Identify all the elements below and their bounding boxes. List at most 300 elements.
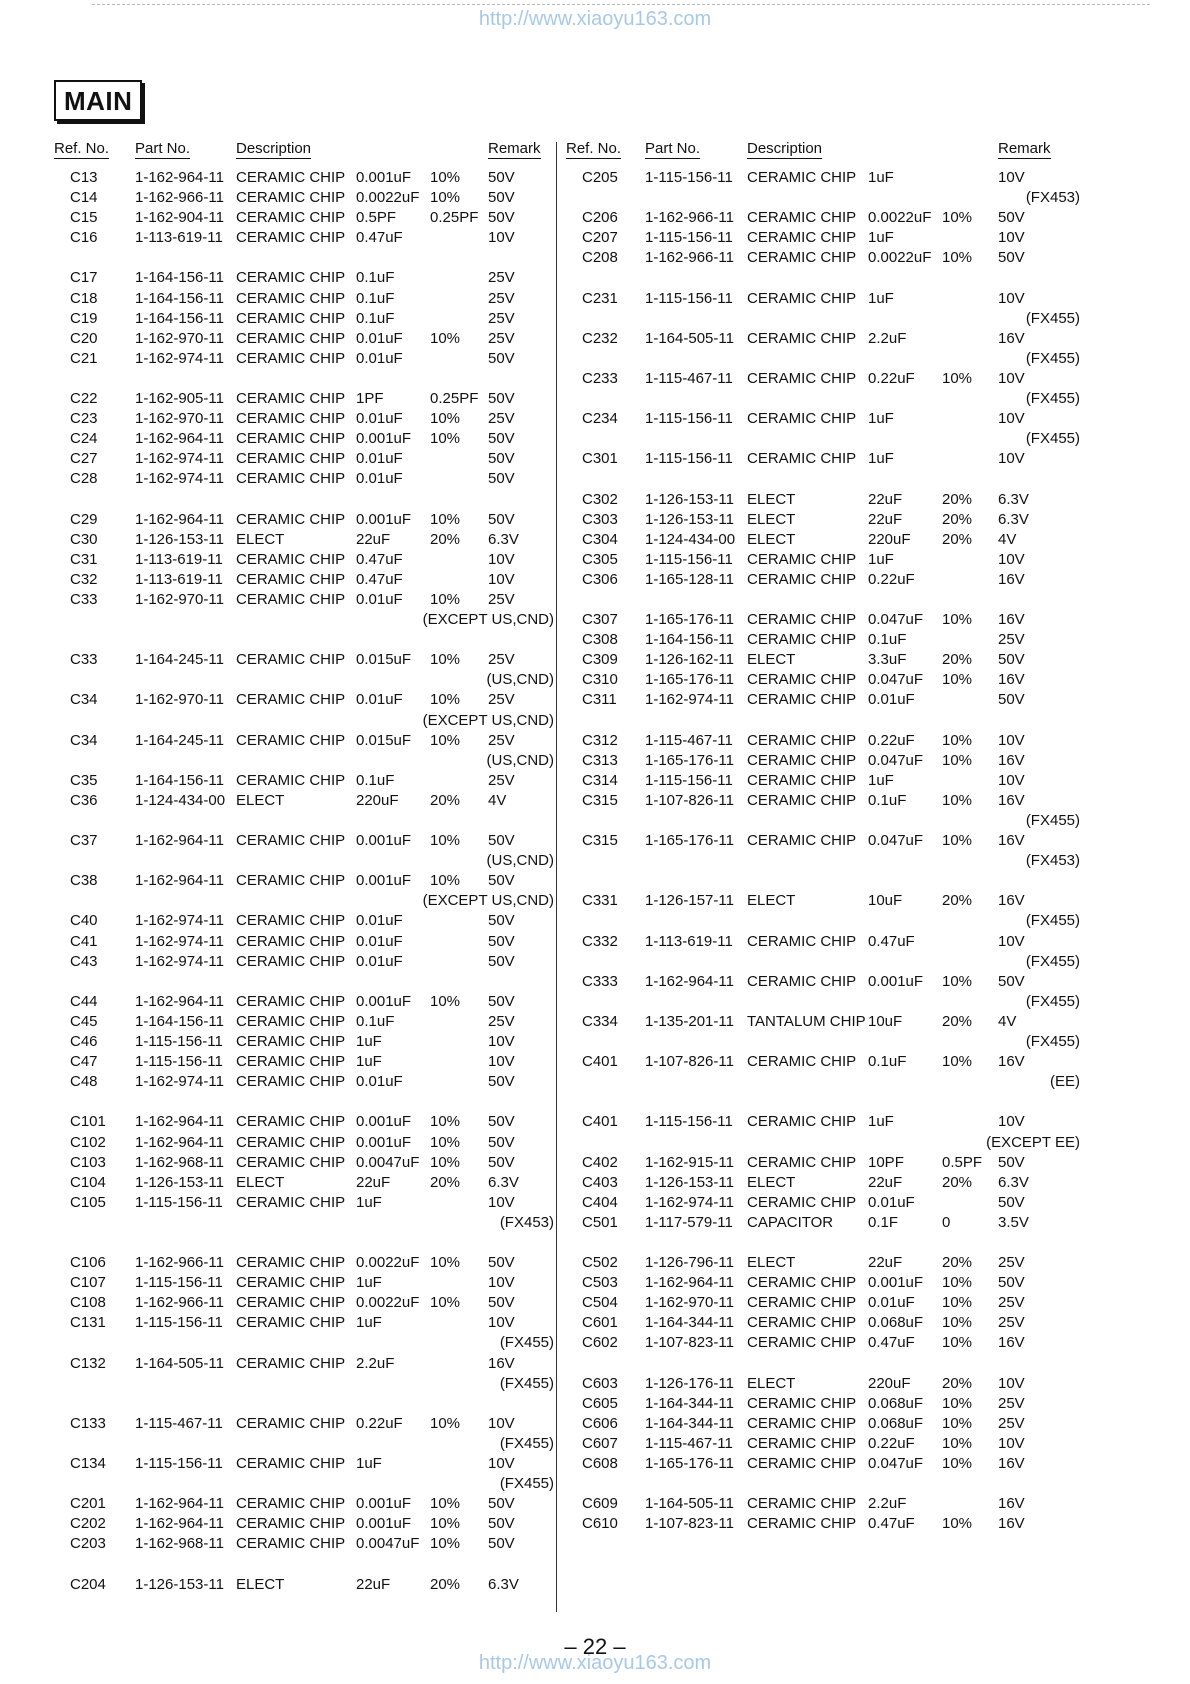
- table-row: [566, 771, 1086, 791]
- top-dashed-rule: [92, 4, 1150, 5]
- remark-note: (US,CND): [486, 671, 554, 689]
- part-no-cell: 1-115-156-11: [645, 289, 733, 307]
- description-cell: CERAMIC CHIP: [747, 832, 857, 850]
- part-no-cell: 1-164-156-11: [135, 309, 224, 327]
- part-no-cell: 1-162-966-11: [645, 209, 734, 227]
- tolerance-cell: 10%: [942, 1334, 973, 1352]
- description-cell: CERAMIC CHIP: [747, 1314, 857, 1332]
- remark-cell: 25V: [488, 410, 515, 428]
- remark-note-row: [54, 610, 554, 630]
- value-cell: 2.2uF: [356, 1354, 395, 1372]
- part-no-cell: 1-115-467-11: [645, 731, 733, 749]
- value-cell: 0.047uF: [868, 1455, 924, 1472]
- ref-no-cell: C106: [70, 1254, 106, 1272]
- description-cell: CERAMIC CHIP: [236, 1414, 346, 1432]
- value-cell: 220uF: [868, 530, 911, 548]
- value-cell: 1uF: [356, 1193, 382, 1211]
- row-spacer: [54, 1554, 554, 1574]
- table-row: [566, 610, 1086, 630]
- part-no-cell: 1-117-579-11: [645, 1213, 733, 1231]
- row-spacer: [566, 590, 1086, 610]
- tolerance-cell: 10%: [430, 691, 461, 709]
- value-cell: 1uF: [868, 550, 894, 568]
- part-no-cell: 1-165-176-11: [645, 671, 734, 689]
- remark-note-row: [566, 188, 1086, 208]
- table-row: [54, 771, 554, 791]
- tolerance-cell: 10%: [430, 872, 461, 890]
- description-cell: CERAMIC CHIP: [747, 1153, 857, 1171]
- tolerance-cell: 10%: [942, 1053, 973, 1071]
- table-row: [566, 831, 1086, 851]
- remark-cell: 50V: [488, 1133, 515, 1151]
- remark-cell: 50V: [488, 169, 515, 186]
- remark-cell: 50V: [488, 209, 515, 227]
- description-cell: ELECT: [236, 1575, 285, 1593]
- row-spacer: [54, 369, 554, 389]
- table-row: [54, 208, 554, 228]
- ref-no-cell: C309: [582, 651, 618, 669]
- header-url: http://www.xiaoyu163.com: [478, 8, 712, 30]
- row-spacer: [54, 248, 554, 268]
- part-no-cell: 1-162-970-11: [135, 329, 224, 347]
- ref-no-cell: C102: [70, 1133, 106, 1151]
- part-no-cell: 1-164-505-11: [135, 1354, 224, 1372]
- remark-note: (FX455): [499, 1334, 554, 1352]
- table-row: [566, 1514, 1086, 1534]
- table-row: [566, 1434, 1086, 1454]
- remark-cell: 50V: [998, 1153, 1025, 1171]
- ref-no-cell: C315: [582, 832, 618, 850]
- remark-cell: 25V: [998, 1414, 1025, 1432]
- tolerance-cell: 10%: [430, 1414, 461, 1432]
- ref-no-cell: C606: [582, 1414, 618, 1432]
- ref-no-cell: C332: [582, 932, 618, 950]
- ref-no-cell: C40: [70, 912, 98, 930]
- value-cell: 22uF: [868, 510, 903, 528]
- part-no-cell: 1-162-966-11: [135, 1294, 224, 1312]
- table-row: [54, 550, 554, 570]
- remark-cell: 10V: [998, 1374, 1025, 1392]
- value-cell: 1uF: [356, 1053, 382, 1071]
- table-row: [54, 1072, 554, 1092]
- remark-cell: 10V: [998, 932, 1025, 950]
- tolerance-cell: 0: [942, 1213, 951, 1231]
- value-cell: 0.47uF: [356, 550, 403, 568]
- value-cell: 0.0022uF: [356, 1294, 420, 1312]
- remark-note: (EXCEPT US,CND): [422, 892, 554, 910]
- description-cell: CERAMIC CHIP: [747, 1294, 857, 1312]
- ref-no-cell: C603: [582, 1374, 618, 1392]
- part-no-cell: 1-126-153-11: [135, 1173, 224, 1191]
- ref-no-cell: C205: [582, 169, 618, 186]
- remark-cell: 3.5V: [998, 1213, 1029, 1231]
- value-cell: 0.001uF: [868, 972, 924, 990]
- table-row: [566, 329, 1086, 349]
- value-cell: 0.068uF: [868, 1314, 924, 1332]
- part-no-cell: 1-162-964-11: [645, 972, 734, 990]
- table-row: [54, 1153, 554, 1173]
- part-no-cell: 1-165-176-11: [645, 611, 734, 629]
- part-no-cell: 1-115-156-11: [135, 1193, 223, 1211]
- part-no-cell: 1-162-964-11: [135, 872, 224, 890]
- remark-note-row: [566, 811, 1086, 831]
- remark-cell: 25V: [488, 651, 515, 669]
- part-no-cell: 1-115-156-11: [645, 771, 733, 789]
- part-no-cell: 1-164-344-11: [645, 1394, 734, 1412]
- description-cell: CERAMIC CHIP: [236, 1254, 346, 1272]
- ref-no-cell: C231: [582, 289, 618, 307]
- part-no-cell: 1-162-964-11: [135, 1495, 224, 1513]
- description-cell: CERAMIC CHIP: [236, 269, 346, 287]
- description-cell: CERAMIC CHIP: [236, 450, 346, 468]
- remark-note-row: [566, 429, 1086, 449]
- remark-note: (FX455): [1025, 349, 1080, 367]
- value-cell: 10PF: [868, 1153, 904, 1171]
- ref-no-cell: C607: [582, 1434, 618, 1452]
- ref-no-cell: C311: [582, 691, 617, 709]
- remark-cell: 10V: [998, 289, 1025, 307]
- part-no-cell: 1-162-968-11: [135, 1535, 224, 1553]
- remark-note-row: [54, 851, 554, 871]
- remark-note-row: [566, 1032, 1086, 1052]
- remark-cell: 25V: [998, 1254, 1025, 1272]
- description-cell: CERAMIC CHIP: [236, 390, 346, 408]
- ref-no-cell: C28: [70, 470, 98, 488]
- value-cell: 1uF: [868, 1113, 894, 1131]
- remark-cell: 50V: [488, 1113, 515, 1131]
- description-cell: CERAMIC CHIP: [747, 289, 857, 307]
- tolerance-cell: 10%: [430, 1495, 461, 1513]
- value-cell: 0.1uF: [356, 771, 395, 789]
- ref-no-cell: C401: [582, 1053, 618, 1071]
- remark-cell: 25V: [488, 691, 515, 709]
- description-cell: CERAMIC CHIP: [236, 952, 346, 970]
- table-row: [566, 570, 1086, 590]
- description-cell: CERAMIC CHIP: [747, 1274, 857, 1292]
- description-cell: CERAMIC CHIP: [236, 992, 346, 1010]
- description-cell: CERAMIC CHIP: [236, 1193, 346, 1211]
- value-cell: 0.22uF: [868, 570, 915, 588]
- ref-no-cell: C103: [70, 1153, 106, 1171]
- part-no-cell: 1-115-156-11: [645, 410, 733, 428]
- remark-cell: 50V: [488, 1535, 515, 1553]
- part-no-cell: 1-126-153-11: [645, 490, 734, 508]
- table-header: [566, 140, 1086, 168]
- ref-no-cell: C44: [70, 992, 98, 1010]
- remark-cell: 10V: [488, 1053, 515, 1071]
- value-cell: 1uF: [868, 289, 894, 307]
- row-spacer: [566, 1092, 1086, 1112]
- description-cell: CERAMIC CHIP: [236, 731, 346, 749]
- value-cell: 1uF: [868, 229, 894, 247]
- part-no-cell: 1-162-970-11: [135, 590, 224, 608]
- description-cell: CERAMIC CHIP: [236, 771, 346, 789]
- tolerance-cell: 10%: [942, 731, 973, 749]
- remark-cell: 10V: [998, 1434, 1025, 1452]
- description-cell: CERAMIC CHIP: [747, 229, 857, 247]
- remark-cell: 50V: [488, 872, 515, 890]
- value-cell: 0.1uF: [868, 791, 907, 809]
- table-row: [54, 570, 554, 590]
- description-cell: CERAMIC CHIP: [236, 590, 346, 608]
- remark-cell: 25V: [998, 1294, 1025, 1312]
- part-no-cell: 1-107-826-11: [645, 791, 734, 809]
- remark-note: (US,CND): [486, 751, 554, 769]
- table-row: [566, 1374, 1086, 1394]
- tolerance-cell: 10%: [942, 671, 973, 689]
- remark-cell: 50V: [488, 952, 515, 970]
- part-no-cell: 1-162-905-11: [135, 390, 224, 408]
- ref-no-cell: C503: [582, 1274, 618, 1292]
- table-row: [54, 1454, 554, 1474]
- part-no-cell: 1-107-826-11: [645, 1053, 734, 1071]
- tolerance-cell: 20%: [942, 1012, 973, 1030]
- value-cell: 0.22uF: [356, 1414, 403, 1432]
- tolerance-cell: 20%: [942, 510, 973, 528]
- part-no-cell: 1-126-153-11: [135, 530, 224, 548]
- tolerance-cell: 0.25PF: [430, 209, 479, 227]
- table-row: [54, 289, 554, 309]
- remark-cell: 16V: [998, 832, 1025, 850]
- ref-no-cell: C403: [582, 1173, 618, 1191]
- table-row: [566, 650, 1086, 670]
- tolerance-cell: 10%: [430, 1254, 461, 1272]
- part-no-cell: 1-162-974-11: [135, 349, 224, 367]
- description-cell: CERAMIC CHIP: [747, 932, 857, 950]
- table-row: [566, 1273, 1086, 1293]
- remark-note-row: [54, 670, 554, 690]
- part-no-cell: 1-164-344-11: [645, 1314, 734, 1332]
- remark-cell: 25V: [488, 269, 515, 287]
- remark-cell: 10V: [488, 1274, 515, 1292]
- description-cell: CERAMIC CHIP: [236, 1354, 346, 1372]
- table-row: [54, 911, 554, 931]
- remark-cell: 25V: [488, 289, 515, 307]
- ref-no-cell: C45: [70, 1012, 98, 1030]
- part-no-cell: 1-126-176-11: [645, 1374, 734, 1392]
- header-remark: Remark: [488, 140, 541, 157]
- footer-url: http://www.xiaoyu163.com: [478, 1652, 712, 1674]
- description-cell: CERAMIC CHIP: [747, 1515, 857, 1533]
- value-cell: 0.1uF: [868, 631, 907, 649]
- value-cell: 22uF: [868, 1173, 903, 1191]
- ref-no-cell: C301: [582, 450, 618, 468]
- ref-no-cell: C306: [582, 570, 618, 588]
- value-cell: 0.0022uF: [868, 249, 932, 267]
- table-row: [566, 1333, 1086, 1353]
- description-cell: CERAMIC CHIP: [236, 691, 346, 709]
- part-no-cell: 1-126-157-11: [645, 892, 734, 910]
- part-no-cell: 1-115-467-11: [135, 1414, 223, 1432]
- header-remark: Remark: [998, 140, 1051, 157]
- ref-no-cell: C402: [582, 1153, 618, 1171]
- value-cell: 0.0022uF: [356, 1254, 420, 1272]
- remark-note-row: [54, 1374, 554, 1394]
- remark-cell: 10V: [998, 450, 1025, 468]
- tolerance-cell: 10%: [430, 410, 461, 428]
- tolerance-cell: 10%: [942, 611, 973, 629]
- ref-no-cell: C608: [582, 1455, 618, 1472]
- table-row: [566, 1153, 1086, 1173]
- remark-cell: 6.3V: [488, 530, 519, 548]
- ref-no-cell: C314: [582, 771, 618, 789]
- description-cell: CERAMIC CHIP: [236, 872, 346, 890]
- ref-no-cell: C24: [70, 430, 98, 448]
- value-cell: 22uF: [356, 1173, 391, 1191]
- table-row: [566, 630, 1086, 650]
- part-no-cell: 1-162-974-11: [645, 691, 734, 709]
- table-row: [566, 369, 1086, 389]
- part-no-cell: 1-164-156-11: [135, 289, 224, 307]
- tolerance-cell: 20%: [942, 1374, 973, 1392]
- ref-no-cell: C30: [70, 530, 98, 548]
- description-cell: CERAMIC CHIP: [236, 1053, 346, 1071]
- parts-list-left-body: [54, 168, 554, 1595]
- remark-cell: 50V: [488, 1515, 515, 1533]
- ref-no-cell: C315: [582, 791, 618, 809]
- tolerance-cell: 10%: [430, 1515, 461, 1533]
- part-no-cell: 1-162-974-11: [135, 912, 224, 930]
- tolerance-cell: 10%: [942, 832, 973, 850]
- description-cell: CERAMIC CHIP: [236, 410, 346, 428]
- value-cell: 3.3uF: [868, 651, 907, 669]
- value-cell: 2.2uF: [868, 329, 907, 347]
- value-cell: 0.0022uF: [868, 209, 932, 227]
- description-cell: CERAMIC CHIP: [236, 169, 346, 186]
- part-no-cell: 1-162-964-11: [135, 1133, 224, 1151]
- part-no-cell: 1-165-176-11: [645, 832, 734, 850]
- remark-cell: 25V: [488, 1012, 515, 1030]
- table-row: [54, 1173, 554, 1193]
- description-cell: CERAMIC CHIP: [747, 1455, 857, 1472]
- part-no-cell: 1-126-153-11: [645, 1173, 734, 1191]
- tolerance-cell: 20%: [430, 1575, 461, 1593]
- remark-note-row: [566, 309, 1086, 329]
- part-no-cell: 1-115-156-11: [135, 1033, 223, 1051]
- part-no-cell: 1-162-974-11: [135, 470, 224, 488]
- remark-note: (FX455): [1025, 912, 1080, 930]
- table-row: [566, 1313, 1086, 1333]
- ref-no-cell: C334: [582, 1012, 618, 1030]
- table-row: [566, 1494, 1086, 1514]
- value-cell: 0.01uF: [356, 952, 403, 970]
- part-no-cell: 1-164-505-11: [645, 329, 734, 347]
- value-cell: 10uF: [868, 1012, 903, 1030]
- header-part-no: Part No.: [645, 140, 701, 157]
- value-cell: 220uF: [868, 1374, 911, 1392]
- remark-note-row: [566, 851, 1086, 871]
- remark-note-row: [54, 891, 554, 911]
- part-no-cell: 1-164-245-11: [135, 651, 224, 669]
- tolerance-cell: 20%: [942, 530, 973, 548]
- description-cell: CERAMIC CHIP: [236, 1455, 346, 1472]
- value-cell: 0.01uF: [356, 932, 403, 950]
- remark-cell: 25V: [488, 731, 515, 749]
- remark-note: (US,CND): [486, 852, 554, 870]
- table-row: [54, 228, 554, 248]
- remark-cell: 50V: [998, 1274, 1025, 1292]
- tolerance-cell: 10%: [942, 1294, 973, 1312]
- ref-no-cell: C33: [70, 651, 98, 669]
- header-description: Description: [747, 140, 823, 157]
- ref-no-cell: C43: [70, 952, 98, 970]
- remark-cell: 50V: [488, 932, 515, 950]
- ref-no-cell: C104: [70, 1173, 106, 1191]
- remark-note: (FX455): [499, 1434, 554, 1452]
- part-no-cell: 1-115-156-11: [645, 169, 733, 186]
- table-row: [54, 1575, 554, 1595]
- table-row: [54, 1534, 554, 1554]
- tolerance-cell: 10%: [430, 1535, 461, 1553]
- value-cell: 0.001uF: [356, 832, 412, 850]
- description-cell: CERAMIC CHIP: [236, 1294, 346, 1312]
- ref-no-cell: C203: [70, 1535, 106, 1553]
- part-no-cell: 1-162-964-11: [135, 1113, 224, 1131]
- remark-note: (EXCEPT US,CND): [422, 611, 554, 629]
- table-row: [54, 449, 554, 469]
- description-cell: CERAMIC CHIP: [747, 570, 857, 588]
- description-cell: CERAMIC CHIP: [747, 1193, 857, 1211]
- remark-note: (FX455): [1025, 430, 1080, 448]
- value-cell: 0.001uF: [868, 1274, 924, 1292]
- description-cell: ELECT: [747, 510, 796, 528]
- description-cell: CERAMIC CHIP: [747, 1394, 857, 1412]
- description-cell: CERAMIC CHIP: [747, 691, 857, 709]
- value-cell: 0.001uF: [356, 1495, 412, 1513]
- ref-no-cell: C307: [582, 611, 618, 629]
- row-spacer: [54, 1233, 554, 1253]
- remark-cell: 50V: [488, 349, 515, 367]
- tolerance-cell: 10%: [430, 329, 461, 347]
- value-cell: 1uF: [868, 169, 894, 186]
- table-row: [54, 1052, 554, 1072]
- table-row: [54, 1494, 554, 1514]
- parts-list-right-column: [566, 140, 1086, 1534]
- description-cell: CERAMIC CHIP: [747, 751, 857, 769]
- tolerance-cell: 10%: [942, 791, 973, 809]
- header-part-no: Part No.: [135, 140, 191, 157]
- table-row: [54, 731, 554, 751]
- description-cell: ELECT: [236, 1173, 285, 1191]
- description-cell: ELECT: [747, 1374, 796, 1392]
- description-cell: CERAMIC CHIP: [236, 1133, 346, 1151]
- ref-no-cell: C304: [582, 530, 618, 548]
- table-row: [54, 1313, 554, 1333]
- part-no-cell: 1-164-156-11: [645, 631, 734, 649]
- tolerance-cell: 10%: [430, 1153, 461, 1171]
- description-cell: CERAMIC CHIP: [747, 209, 857, 227]
- description-cell: CERAMIC CHIP: [747, 731, 857, 749]
- remark-cell: 10V: [488, 1314, 515, 1332]
- remark-cell: 50V: [998, 1193, 1025, 1211]
- description-cell: CERAMIC CHIP: [747, 329, 857, 347]
- ref-no-cell: C232: [582, 329, 618, 347]
- value-cell: 0.068uF: [868, 1394, 924, 1412]
- remark-cell: 50V: [488, 450, 515, 468]
- ref-no-cell: C201: [70, 1495, 106, 1513]
- remark-cell: 50V: [488, 912, 515, 930]
- value-cell: 0.001uF: [356, 992, 412, 1010]
- table-row: [566, 932, 1086, 952]
- value-cell: 220uF: [356, 791, 399, 809]
- value-cell: 0.5PF: [356, 209, 397, 227]
- remark-cell: 10V: [998, 1113, 1025, 1131]
- value-cell: 0.01uF: [356, 691, 403, 709]
- value-cell: 0.001uF: [356, 1113, 412, 1131]
- table-row: [566, 248, 1086, 268]
- part-no-cell: 1-164-156-11: [135, 1012, 224, 1030]
- ref-no-cell: C47: [70, 1053, 98, 1071]
